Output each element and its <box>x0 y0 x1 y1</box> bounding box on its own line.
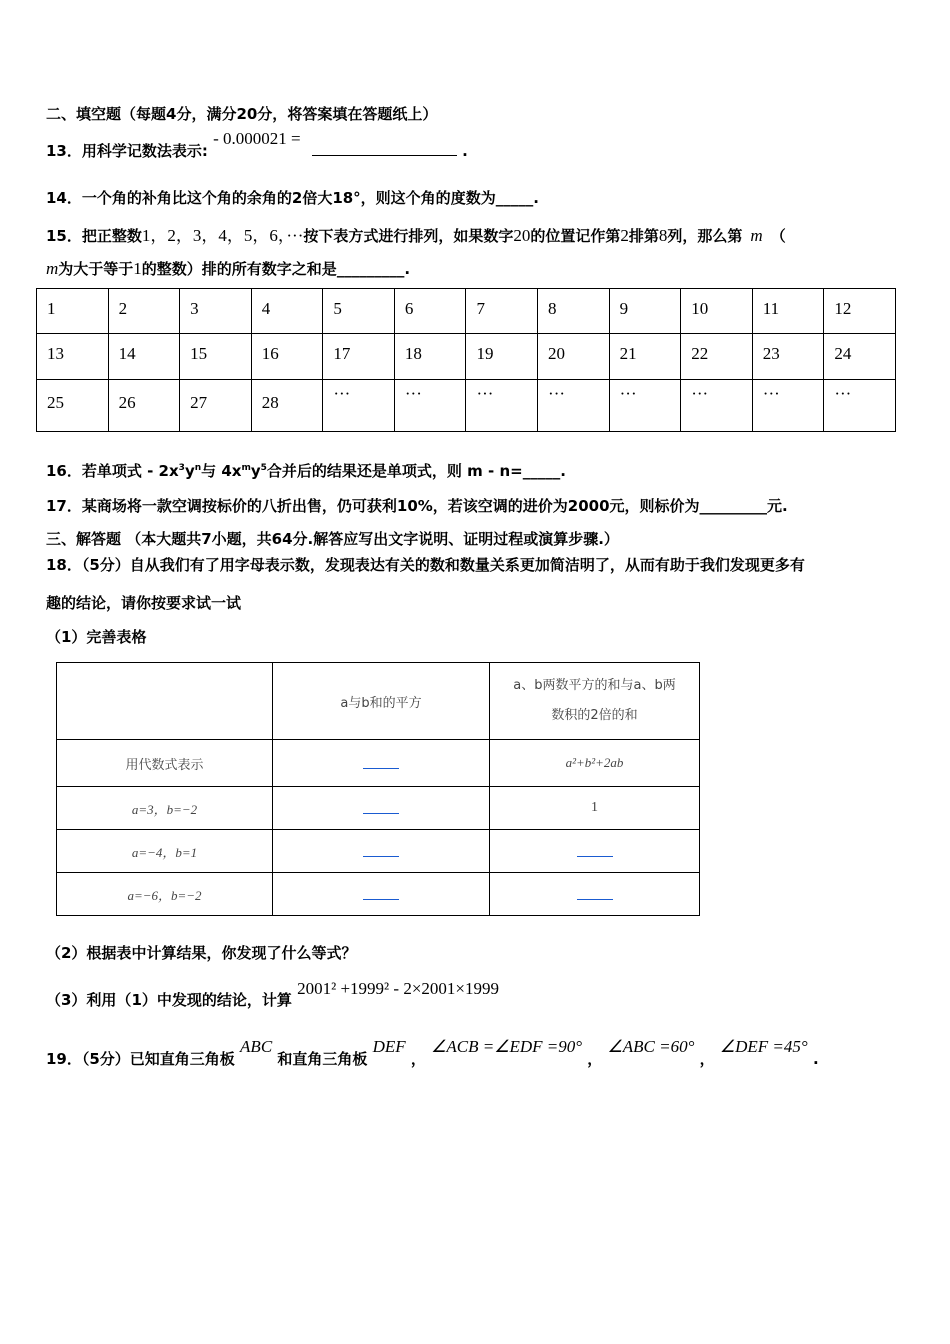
case-1-value: 1 <box>490 787 700 830</box>
grid-cell: ··· <box>394 379 466 432</box>
grid-cell: ··· <box>466 379 538 432</box>
answer-blank[interactable] <box>273 873 490 916</box>
grid-row-3 <box>37 379 896 432</box>
q15-text-d: 排第 <box>628 227 659 245</box>
grid-cell: 17 <box>323 334 395 379</box>
grid-cell: 2 <box>108 289 180 334</box>
grid-cell: ··· <box>323 379 395 432</box>
q18-part3-text: （3）利用（1）中发现的结论，计算 <box>46 991 292 1009</box>
answer-blank[interactable] <box>273 787 490 830</box>
q15-variable-m: m <box>750 226 763 245</box>
grid-cell: 5 <box>323 289 395 334</box>
q16-answer-blank[interactable]: _____ <box>522 462 561 480</box>
blank-line[interactable] <box>363 754 399 769</box>
header-line-1: a、b两数平方的和与a、b两 <box>513 678 676 693</box>
q19-text-b: 和直角三角板 <box>277 1050 368 1068</box>
answer-blank[interactable] <box>490 873 700 916</box>
table-corner-cell <box>57 663 273 740</box>
section-2-title: 二、填空题（每题4分，满分20分，将答案填在答题纸上） <box>46 105 438 123</box>
q17-answer-blank[interactable]: _________ <box>699 497 768 515</box>
q17-end: 元. <box>767 497 788 515</box>
grid-row-1 <box>37 289 896 334</box>
table-header-row <box>57 663 700 740</box>
grid-cell: 9 <box>609 289 681 334</box>
q18-part3-expression: 2001² +1999² - 2×2001×1999 <box>297 979 499 998</box>
grid-cell: 3 <box>180 289 252 334</box>
blank-line[interactable] <box>577 885 613 900</box>
table-header-sum-square: a与b和的平方 <box>273 663 490 740</box>
grid-cell: 7 <box>466 289 538 334</box>
question-19 <box>46 1037 819 1069</box>
blank-line[interactable] <box>363 885 399 900</box>
q19-comma-2: ， <box>587 1050 603 1068</box>
question-15-line-1 <box>46 221 786 246</box>
q16-text-a: 16．若单项式 - 2x <box>46 462 179 480</box>
grid-cell: 24 <box>824 334 896 379</box>
q15-text-c: 的位置记作第 <box>530 227 621 245</box>
grid-cell: 19 <box>466 334 538 379</box>
number-arrangement-table <box>36 288 896 432</box>
q16-exp-1: 3 <box>178 463 185 473</box>
question-18-line-2: 趣的结论，请你按要求试一试 <box>46 594 242 612</box>
table-row <box>57 873 700 916</box>
grid-cell: ··· <box>824 379 896 432</box>
q15-line2-variable-m: m <box>46 259 59 278</box>
grid-cell: 28 <box>251 379 323 432</box>
q14-end: . <box>533 189 539 207</box>
grid-cell: ··· <box>538 379 610 432</box>
grid-cell: 15 <box>180 334 252 379</box>
q16-text-b: y <box>184 462 195 480</box>
q16-end: . <box>560 462 566 480</box>
grid-cell: ··· <box>752 379 824 432</box>
grid-cell: ··· <box>681 379 753 432</box>
q13-expression: - 0.000021 = <box>213 129 301 148</box>
question-18-part-2: （2）根据表中计算结果，你发现了什么等式？ <box>46 944 357 962</box>
table-row <box>57 740 700 787</box>
grid-cell: 23 <box>752 334 824 379</box>
blank-line[interactable] <box>363 842 399 857</box>
grid-cell: 1 <box>37 289 109 334</box>
algebraic-expression: a²+b²+2ab <box>490 740 700 787</box>
q19-end: . <box>812 1050 819 1068</box>
q19-triangle-abc: ABC <box>240 1037 273 1056</box>
grid-cell: 10 <box>681 289 753 334</box>
q16-text-c: 与 4x <box>201 462 242 480</box>
grid-cell: 22 <box>681 334 753 379</box>
q14-text: 14．一个角的补角比这个角的余角的2倍大18°，则这个角的度数为 <box>46 189 496 207</box>
q16-exp-4: 5 <box>260 463 267 473</box>
row-label-case-1: a=3，b=−2 <box>57 787 273 830</box>
table-row <box>57 787 700 830</box>
expression-table <box>56 662 700 916</box>
q16-text-e: 合并后的结果还是单项式，则 m - n= <box>266 462 523 480</box>
q13-answer-blank[interactable] <box>312 155 457 156</box>
q13-end: . <box>462 142 468 160</box>
question-17 <box>46 495 788 516</box>
grid-cell: 16 <box>251 334 323 379</box>
q15-text-e: 列，那么第 <box>667 227 743 245</box>
grid-cell: 13 <box>37 334 109 379</box>
q19-comma-3: ， <box>699 1050 715 1068</box>
q19-angle-3: ∠DEF =45° <box>719 1037 808 1056</box>
section-3-title: 三、解答题 （本大题共7小题，共64分.解答应写出文字说明、证明过程或演算步骤.） <box>46 530 619 548</box>
q13-text: 13．用科学记数法表示: <box>46 142 208 160</box>
question-18-part-1: （1）完善表格 <box>46 628 147 646</box>
grid-cell: 12 <box>824 289 896 334</box>
grid-cell: 21 <box>609 334 681 379</box>
q19-angle-2: ∠ABC =60° <box>607 1037 695 1056</box>
blank-line[interactable] <box>577 842 613 857</box>
question-13 <box>46 129 468 161</box>
grid-cell: 20 <box>538 334 610 379</box>
q15-line2-text-b: 的整数）排的所有数字之和是 <box>141 260 337 278</box>
grid-cell: 14 <box>108 334 180 379</box>
grid-cell: ··· <box>609 379 681 432</box>
grid-cell: 6 <box>394 289 466 334</box>
q15-open-paren: （ <box>770 227 786 245</box>
q15-answer-blank[interactable]: _________ <box>336 260 405 278</box>
table-header-sum-of-squares <box>490 663 700 740</box>
header-line-2: 数积的2倍的和 <box>551 708 638 723</box>
answer-blank[interactable] <box>273 830 490 873</box>
grid-cell: 25 <box>37 379 109 432</box>
q16-exp-3: m <box>241 463 251 473</box>
q15-text-b: 按下表方式进行排列，如果数字 <box>303 227 514 245</box>
q15-number-8: 8 <box>658 226 668 245</box>
table-row <box>57 830 700 873</box>
question-16 <box>46 460 566 481</box>
q15-number-20: 20 <box>513 226 531 245</box>
answer-blank[interactable] <box>490 830 700 873</box>
q16-text-d: y <box>250 462 261 480</box>
answer-blank[interactable] <box>273 740 490 787</box>
q15-intro: 15．把正整数 <box>46 227 142 245</box>
grid-cell: 26 <box>108 379 180 432</box>
grid-row-2 <box>37 334 896 379</box>
q15-line2-text-a: 为大于等于 <box>58 260 134 278</box>
q14-answer-blank[interactable]: _____ <box>495 189 534 207</box>
grid-cell: 18 <box>394 334 466 379</box>
q19-triangle-def: DEF <box>372 1037 406 1056</box>
q15-number-sequence: 1，2，3，4，5，6，··· <box>141 226 304 245</box>
question-14 <box>46 187 539 208</box>
blank-line[interactable] <box>363 799 399 814</box>
q16-exp-2: n <box>194 463 202 473</box>
grid-cell: 11 <box>752 289 824 334</box>
question-15-line-2 <box>46 258 410 279</box>
q15-end: . <box>404 260 411 278</box>
q17-text: 17．某商场将一款空调按标价的八折出售，仍可获利10%，若该空调的进价为2000元，则标价为 <box>46 497 700 515</box>
q19-text-a: 19．（5分）已知直角三角板 <box>46 1050 235 1068</box>
q15-number-2: 2 <box>620 226 629 245</box>
q15-number-1: 1 <box>133 259 142 278</box>
grid-cell: 8 <box>538 289 610 334</box>
row-label-case-3: a=−6，b=−2 <box>57 873 273 916</box>
grid-cell: 4 <box>251 289 323 334</box>
q19-angle-1: ∠ACB =∠EDF =90° <box>431 1037 583 1056</box>
row-label-algebraic: 用代数式表示 <box>57 740 273 787</box>
grid-cell: 27 <box>180 379 252 432</box>
q19-comma-1: ， <box>410 1050 426 1068</box>
row-label-case-2: a=−4，b=1 <box>57 830 273 873</box>
question-18-line-1: 18．（5分）自从我们有了用字母表示数，发现表达有关的数和数量关系更加简洁明了，从而有助于我们发现更多有 <box>46 556 805 574</box>
question-18-part-3 <box>46 979 499 1010</box>
